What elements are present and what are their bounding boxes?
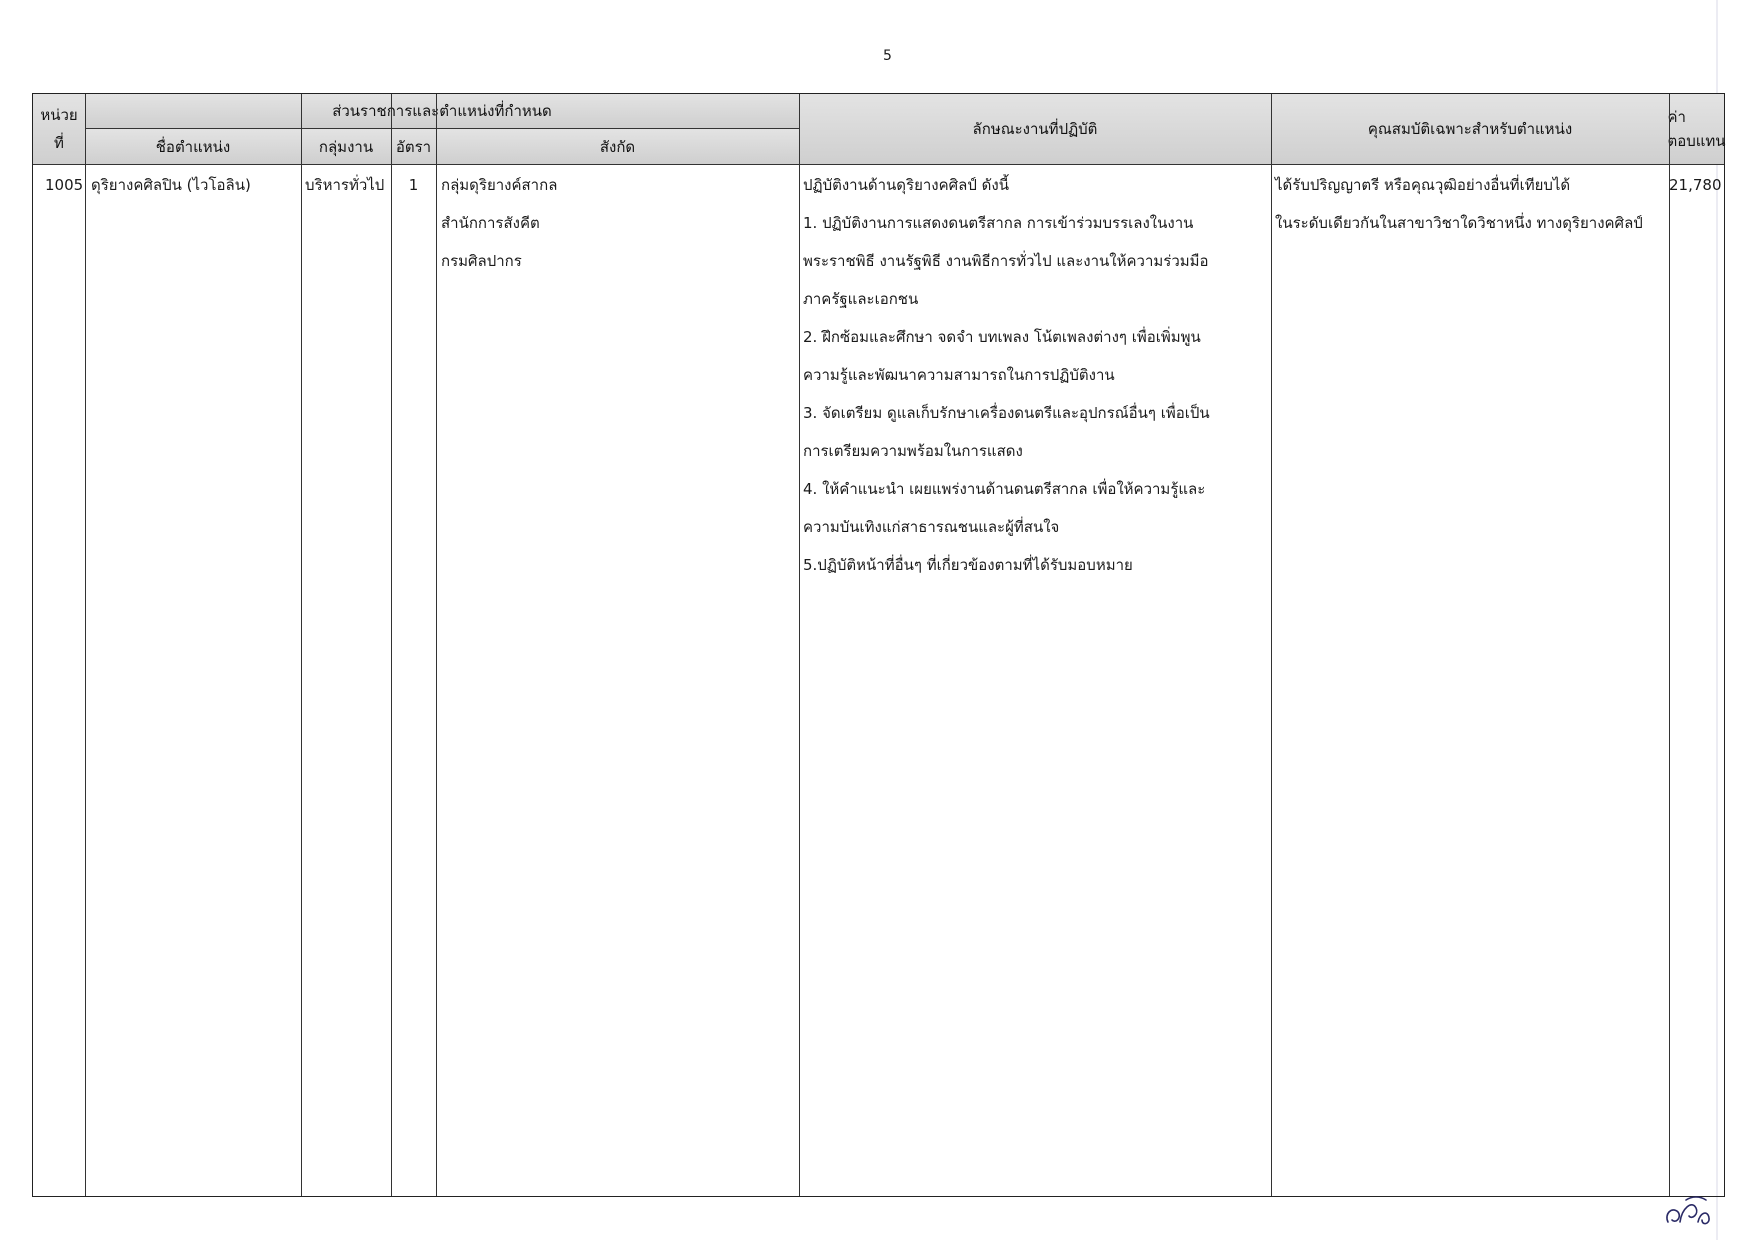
affiliation-line: สำนักการสังคีต	[441, 214, 540, 232]
row-unit-no: 1005	[45, 176, 84, 194]
affiliation-line: กลุ่มดุริยางค์สากล	[441, 176, 558, 194]
column-divider	[436, 94, 437, 1196]
row-rate: 1	[408, 176, 419, 194]
row-qualifications	[1275, 166, 1643, 242]
job-line: พระราชพิธี งานรัฐพิธี งานพิธีการทั่วไป และงานให้ความร่วมมือ	[803, 252, 1209, 270]
header-group-title: ส่วนราชการและตำแหน่งที่กำหนด	[85, 94, 799, 128]
header-subdivider	[85, 128, 799, 129]
job-line: 5.ปฏิบัติหน้าที่อื่นๆ ที่เกี่ยวข้องตามที่ได้รับมอบหมาย	[803, 556, 1133, 574]
header-unit-line1: หน่วย	[40, 106, 78, 124]
header-job-description: ลักษณะงานที่ปฏิบัติ	[799, 94, 1271, 164]
header-work-group: กลุ่มงาน	[301, 129, 391, 164]
job-line: ความบันเทิงแก่สาธารณชนและผู้ที่สนใจ	[803, 518, 1060, 536]
job-line: 2. ฝึกซ้อมและศึกษา จดจำ บทเพลง โน้ตเพลงต่างๆ เพื่อเพิ่มพูน	[803, 328, 1201, 346]
header-rate: อัตรา	[391, 129, 436, 164]
job-line: การเตรียมความพร้อมในการแสดง	[803, 442, 1023, 460]
column-divider	[1271, 94, 1272, 1196]
job-line: ปฏิบัติงานด้านดุริยางคศิลป์ ดังนี้	[803, 176, 1009, 194]
column-divider	[1669, 94, 1670, 1196]
header-compensation: ค่าตอบแทน	[1669, 94, 1724, 164]
column-divider	[85, 94, 86, 1196]
qualification-line: ในระดับเดียวกันในสาขาวิชาใดวิชาหนึ่ง ทางดุริยางคศิลป์	[1275, 214, 1643, 232]
job-line: ภาครัฐและเอกชน	[803, 290, 919, 308]
signature-mark	[1662, 1192, 1714, 1230]
column-divider	[391, 94, 392, 1196]
row-job-description	[803, 166, 1210, 584]
row-work-group: บริหารทั่วไป	[305, 176, 385, 194]
header-affiliation: สังกัด	[436, 129, 799, 164]
row-affiliation	[441, 166, 557, 280]
header-position-name: ชื่อตำแหน่ง	[85, 129, 301, 164]
row-position-name: ดุริยางคศิลปิน (ไวโอลิน)	[91, 176, 251, 194]
affiliation-line: กรมศิลปากร	[441, 252, 522, 270]
header-unit-line2: ที่	[54, 134, 64, 152]
position-table	[32, 93, 1725, 1197]
column-divider	[799, 94, 800, 1196]
qualification-line: ได้รับปริญญาตรี หรือคุณวุฒิอย่างอื่นที่เทียบได้	[1275, 176, 1571, 194]
job-line: 3. จัดเตรียม ดูแลเก็บรักษาเครื่องดนตรีและอุปกรณ์อื่นๆ เพื่อเป็น	[803, 404, 1210, 422]
job-line: 4. ให้คำแนะนำ เผยแพร่งานด้านดนตรีสากล เพื่อให้ความรู้และ	[803, 480, 1206, 498]
header-bottom-border	[33, 164, 1724, 165]
row-compensation: 21,780	[1669, 176, 1722, 194]
job-line: 1. ปฏิบัติงานการแสดงดนตรีสากล การเข้าร่วมบรรเลงในงาน	[803, 214, 1194, 232]
job-line: ความรู้และพัฒนาความสามารถในการปฏิบัติงาน	[803, 366, 1115, 384]
page-number: 5	[883, 48, 892, 64]
header-qualifications: คุณสมบัติเฉพาะสำหรับตำแหน่ง	[1271, 94, 1669, 164]
column-divider	[301, 94, 302, 1196]
header-unit	[33, 94, 85, 164]
